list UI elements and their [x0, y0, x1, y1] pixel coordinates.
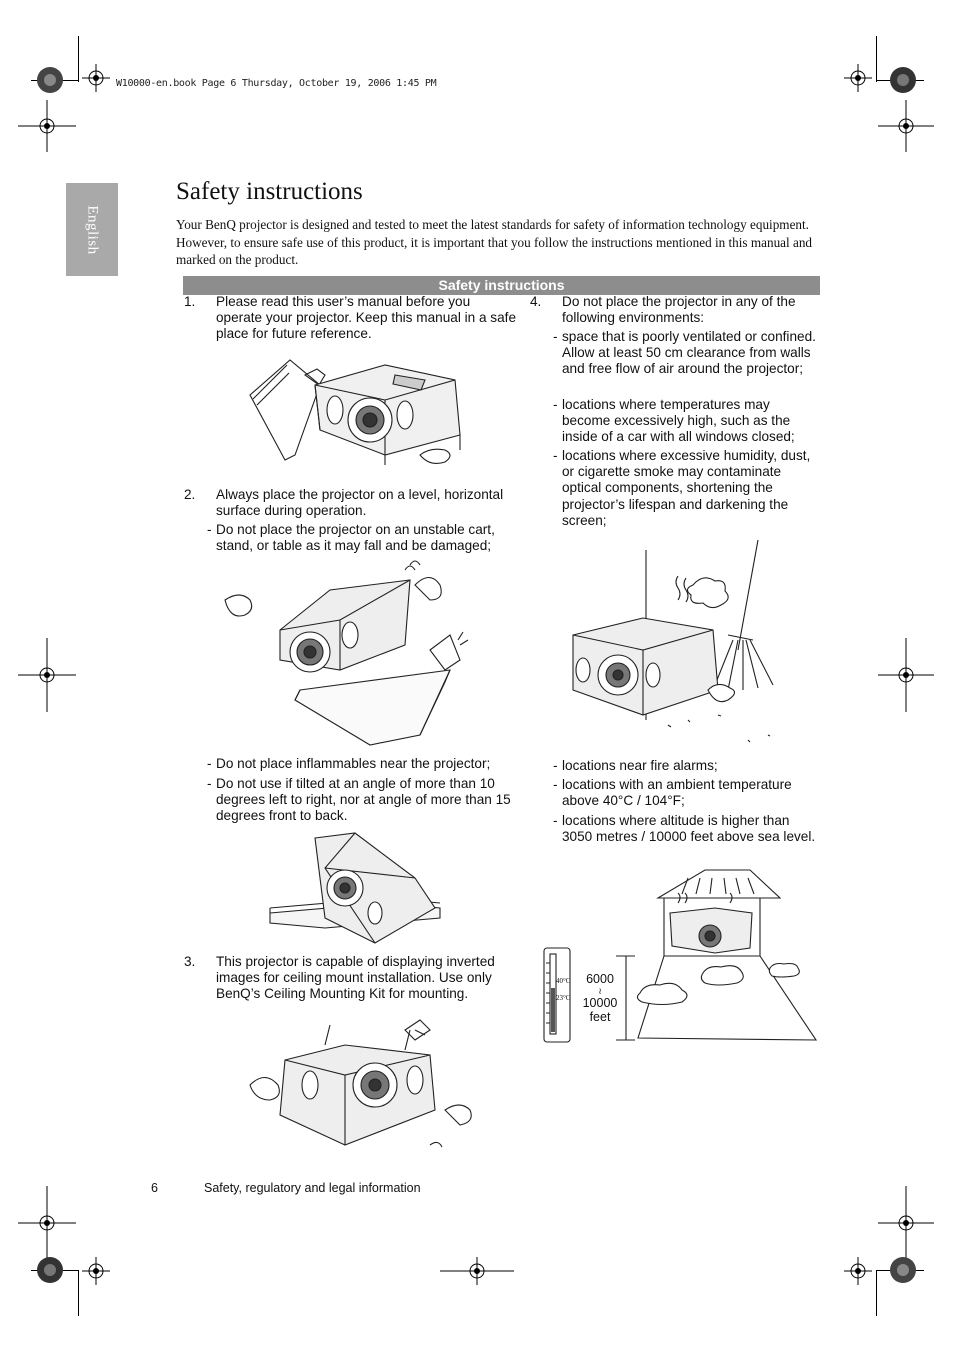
- item-number: 1.: [184, 294, 196, 309]
- bullet-dash: -: [207, 522, 212, 537]
- bullet-dash: -: [553, 329, 558, 344]
- altitude-tilde: ≀: [598, 986, 602, 996]
- print-header: W10000-en.book Page 6 Thursday, October 19, 2006 1:45 PM: [116, 78, 437, 89]
- item-text: This projector is capable of displaying inverted images for ceiling mount installation. Use only BenQ’s Ceiling Mounting Kit for mounting.: [216, 954, 495, 1002]
- bullet-dash: -: [207, 776, 212, 791]
- sub-item-text: locations near fire alarms;: [562, 758, 718, 773]
- thermometer-high-label: 40°C: [556, 977, 571, 985]
- page-title: Safety instructions: [176, 178, 363, 205]
- bullet-dash: -: [553, 448, 558, 463]
- sub-item-text: Do not use if tilted at an angle of more than 10 degrees left to right, nor at angle of more than 15 degrees front to back.: [216, 776, 511, 824]
- item-number: 3.: [184, 954, 196, 969]
- dusty-environment-illustration: [568, 540, 788, 750]
- bullet-dash: -: [553, 813, 558, 828]
- sub-item-text: locations where altitude is higher than 3050 metres / 10000 feet above sea level.: [562, 813, 816, 845]
- page-number: 6: [151, 1181, 158, 1195]
- falling-projector-illustration: [220, 560, 480, 750]
- sub-item-text: Do not place the projector on an unstable cart, stand, or table as it may fall and be damaged;: [216, 522, 495, 554]
- item-number: 2.: [184, 487, 196, 502]
- sub-item-text: space that is poorly ventilated or confined. Allow at least 50 cm clearance from walls and free flow of air around the projector;: [562, 329, 816, 377]
- section-bar: [183, 276, 820, 295]
- sub-item-text: locations where temperatures may become excessively high, such as the inside of a car with all windows closed;: [562, 397, 795, 445]
- projector-manual-illustration: [245, 355, 485, 475]
- intro-paragraph: Your BenQ projector is designed and tested to meet the latest standards for safety of information technology equipment. However, to ensure safe use of this product, it is important that you follow the instructions mentioned in this manual and marked on the product.: [176, 217, 813, 267]
- bullet-dash: -: [207, 756, 212, 771]
- item-text: Do not place the projector in any of the following environments:: [562, 294, 796, 326]
- footer-section: Safety, regulatory and legal information: [204, 1181, 421, 1195]
- language-tab: [66, 183, 118, 276]
- item-number: 4.: [530, 294, 542, 309]
- altitude-unit: feet: [589, 1010, 611, 1024]
- item-text: Please read this user’s manual before you operate your projector. Keep this manual in a safe place for future reference.: [216, 294, 516, 342]
- sub-item-text: locations where excessive humidity, dust, or cigarette smoke may contaminate optical components, shortening the projector’s lifespan and darkening the screen;: [562, 448, 811, 528]
- language-tab-label: English: [84, 204, 101, 255]
- sub-item-text: locations with an ambient temperature above 40°C / 104°F;: [562, 777, 792, 809]
- section-bar-label: Safety instructions: [438, 277, 565, 293]
- altitude-label: [578, 972, 622, 1024]
- ceiling-mount-illustration: [245, 1015, 485, 1155]
- altitude-top: 6000: [586, 972, 614, 986]
- thermometer-low-label: 23°C: [556, 994, 571, 1002]
- sub-item-text: Do not place inflammables near the projector;: [216, 756, 491, 771]
- bullet-dash: -: [553, 777, 558, 792]
- bullet-dash: -: [553, 397, 558, 412]
- bullet-dash: -: [553, 758, 558, 773]
- altitude-bottom: 10000: [582, 996, 618, 1010]
- tilted-projector-illustration: [265, 828, 445, 948]
- item-text: Always place the projector on a level, horizontal surface during operation.: [216, 487, 504, 519]
